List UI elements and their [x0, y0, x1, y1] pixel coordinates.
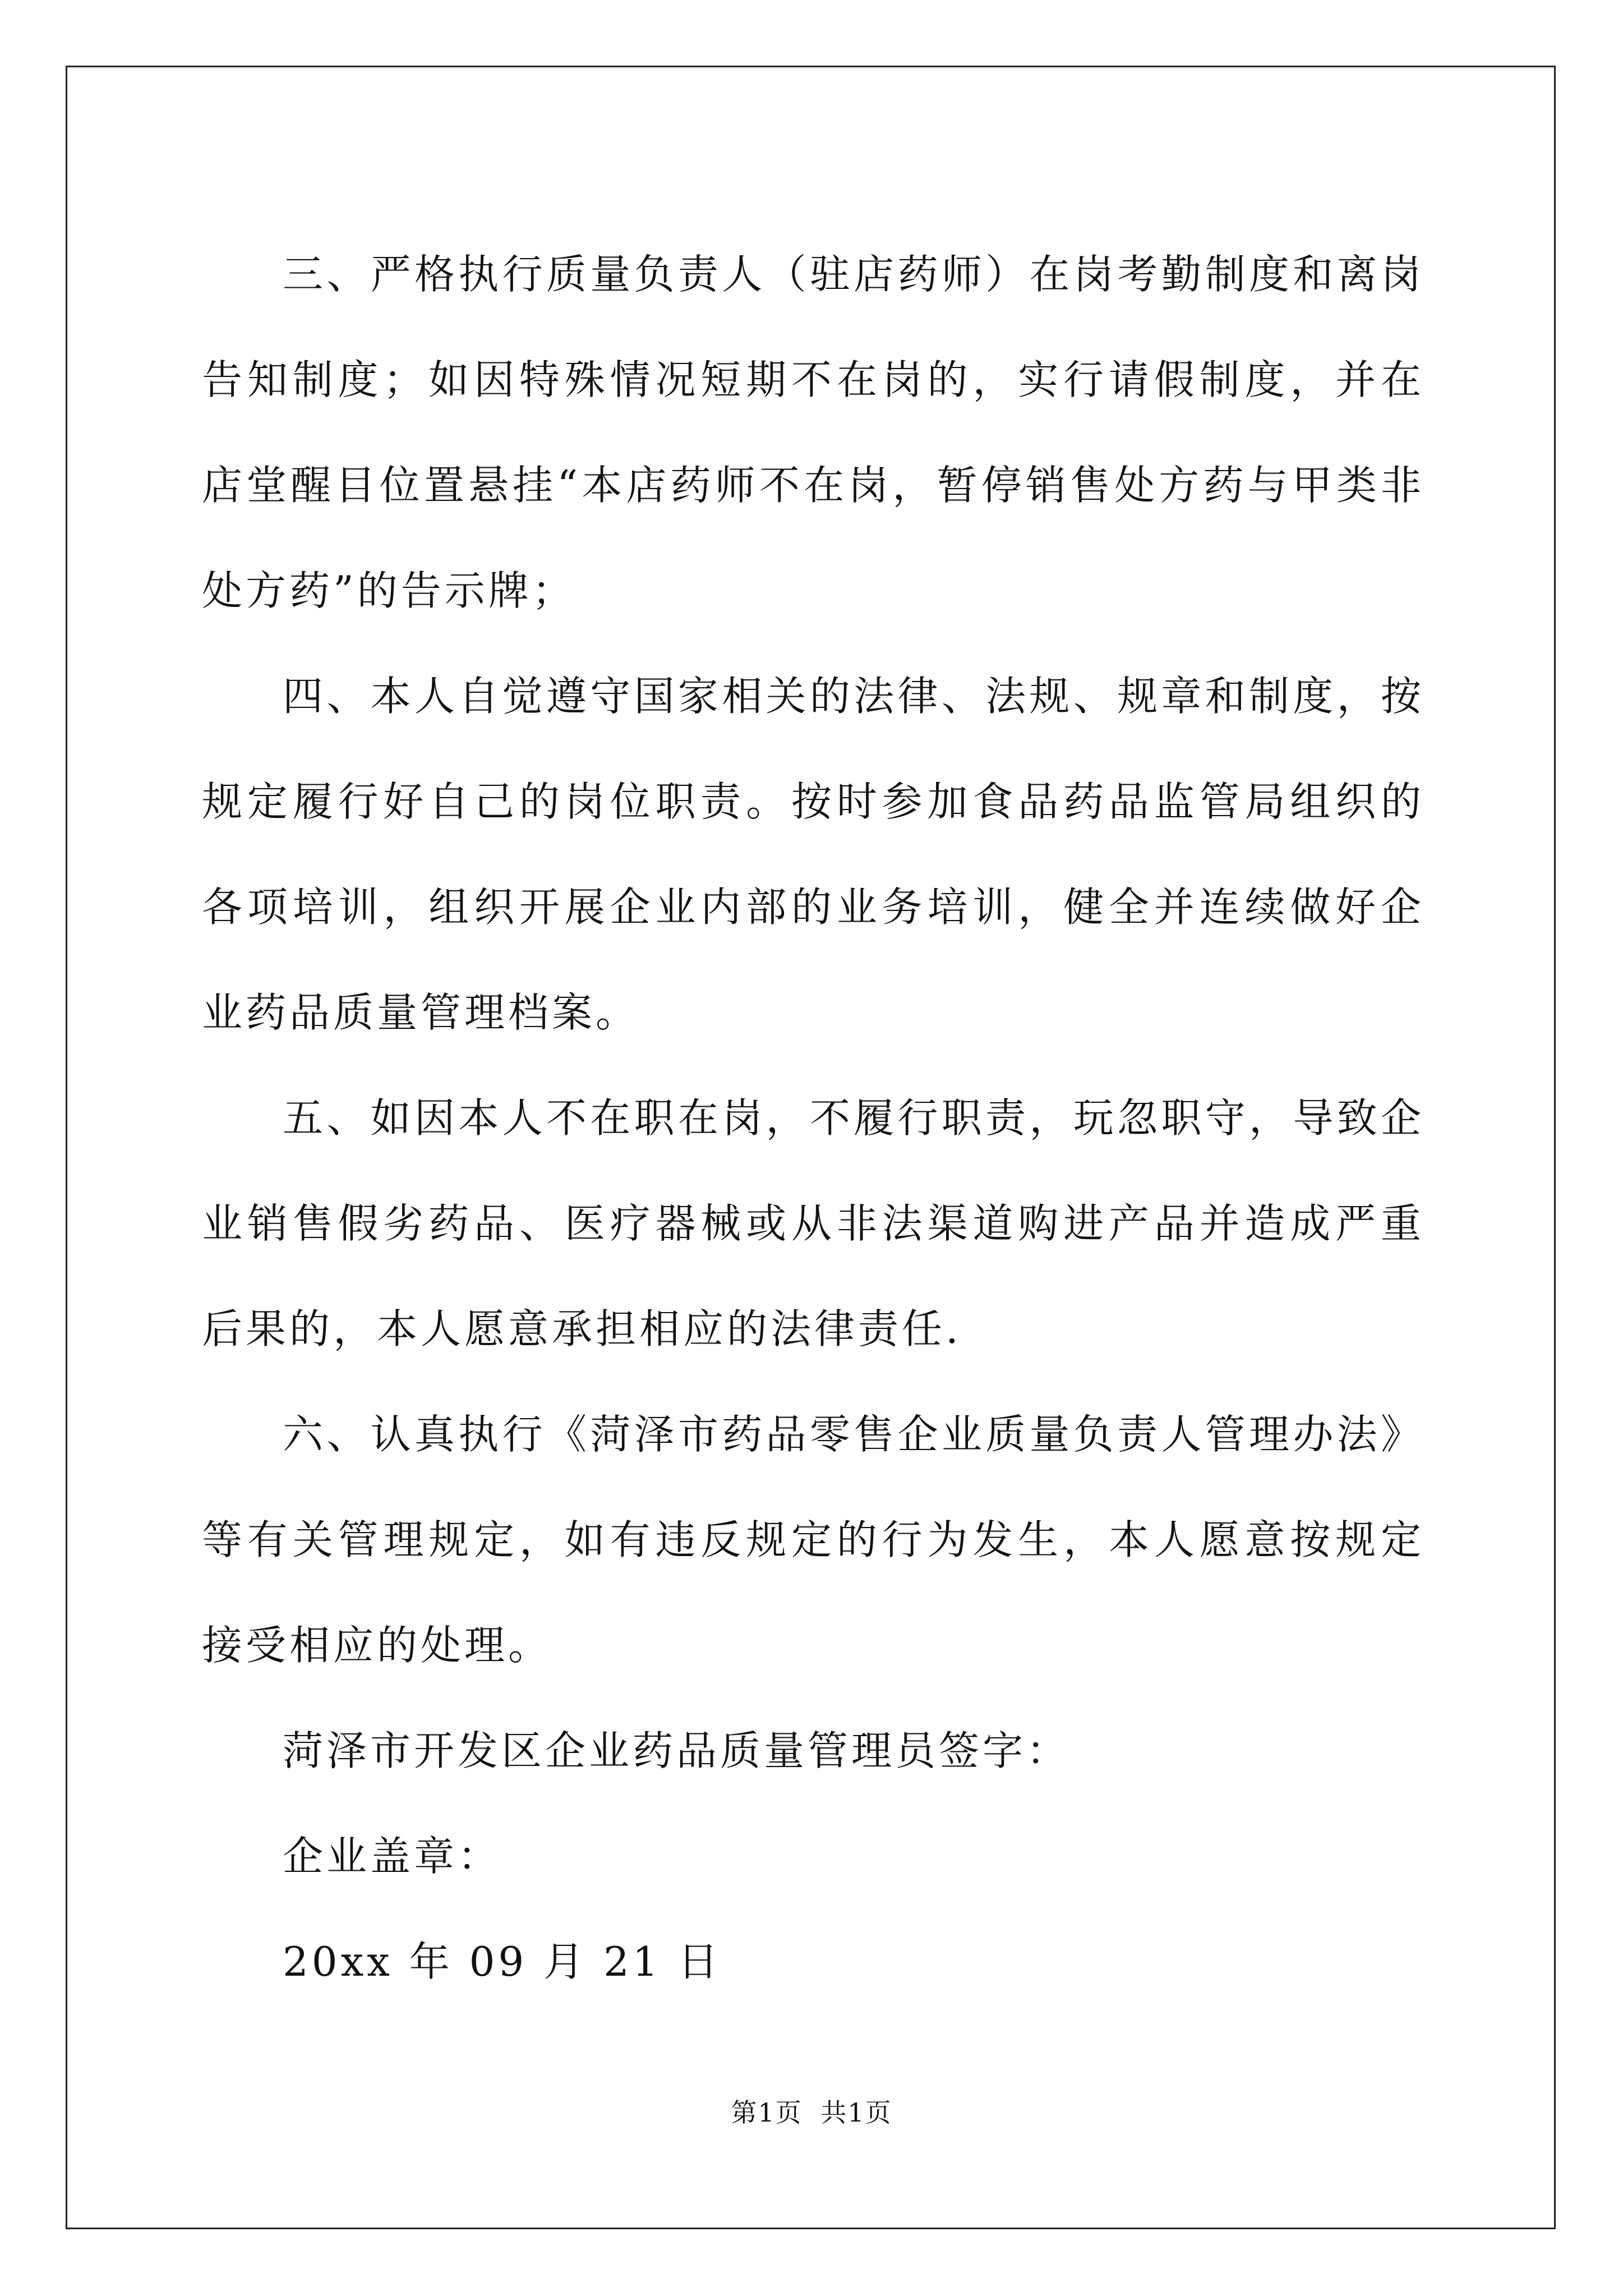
- page-number: 第1页: [731, 2097, 803, 2128]
- paragraph-6: 六、认真执行《菏泽市药品零售企业质量负责人管理办法》等有关管理规定，如有违反规定的行为发生，本人愿意按规定接受相应的处理。: [202, 1411, 1424, 1669]
- date-line: 20xx 年 09 月 21 日: [283, 1938, 722, 1985]
- signature-line: 菏泽市开发区企业药品质量管理员签字：: [283, 1727, 1071, 1774]
- page-footer: [0, 2092, 1623, 2129]
- paragraph-5: 五、如因本人不在职在岗，不履行职责，玩忽职守，导致企业销售假劣药品、医疗器械或从非法渠道购进产品并造成严重后果的，本人愿意承担相应的法律责任.: [202, 1094, 1424, 1352]
- document-body: [202, 222, 1424, 2014]
- page-total: 共1页: [820, 2097, 892, 2128]
- paragraph-4: 四、本人自觉遵守国家相关的法律、法规、规章和制度，按规定履行好自己的岗位职责。按时参加食品药品监管局组织的各项培训，组织开展企业内部的业务培训，健全并连续做好企业药品质量管理档案。: [202, 673, 1424, 1036]
- seal-line: 企业盖章：: [283, 1833, 502, 1880]
- paragraph-3: 三、严格执行质量负责人（驻店药师）在岗考勤制度和离岗告知制度；如因特殊情况短期不在岗的，实行请假制度，并在店堂醒目位置悬挂“本店药师不在岗，暂停销售处方药与甲类非处方药”的告示牌；: [202, 251, 1424, 614]
